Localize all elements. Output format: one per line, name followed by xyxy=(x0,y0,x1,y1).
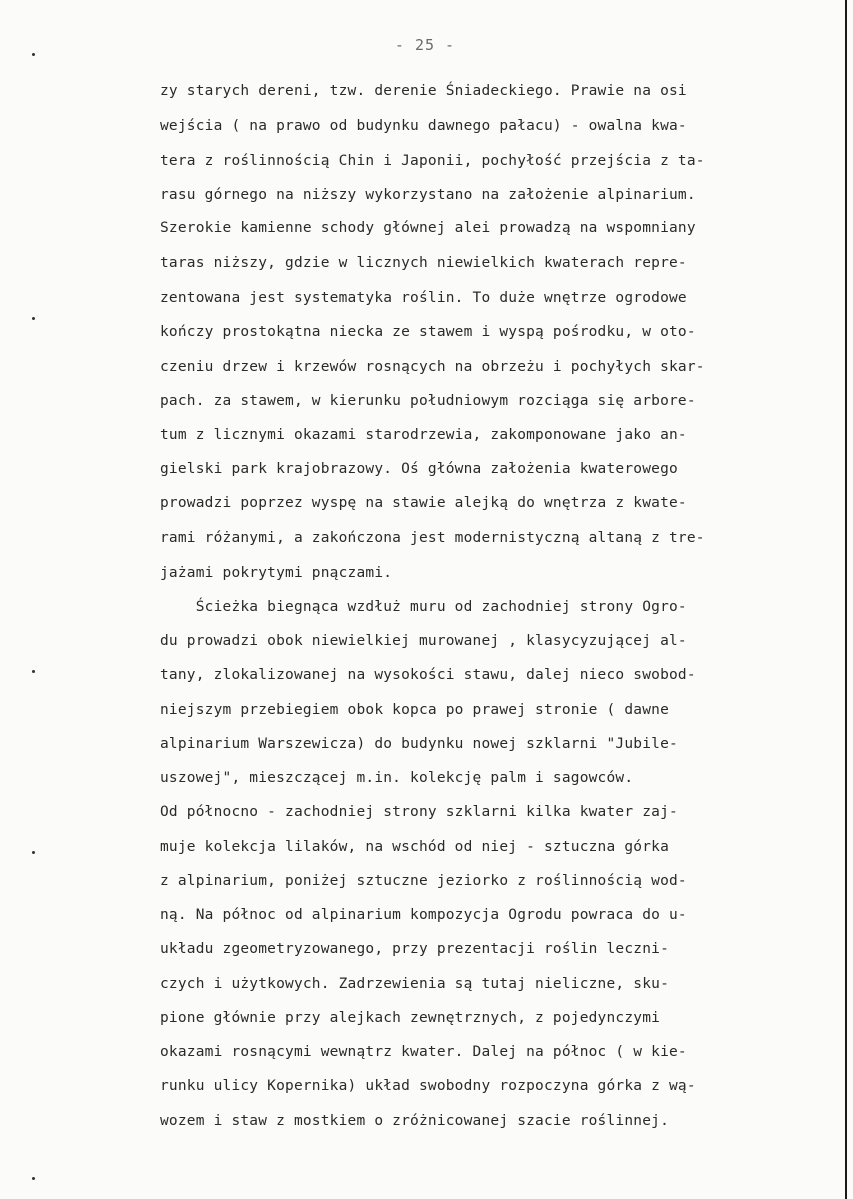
margin-mark xyxy=(32,1177,35,1180)
text-line: prowadzi poprzez wyspę na stawie alejką do wnętrza z kwate- xyxy=(160,495,687,511)
text-line: taras niższy, gdzie w licznych niewielkich kwaterach repre- xyxy=(160,255,687,271)
margin-mark xyxy=(32,53,35,56)
text-line: Szerokie kamienne schody głównej alei prowadzą na wspomniany xyxy=(160,220,696,236)
text-line: kończy prostokątna niecka ze stawem i wyspą pośrodku, w oto- xyxy=(160,324,696,340)
text-line: jażami pokrytymi pnączami. xyxy=(160,565,393,581)
text-line: du prowadzi obok niewielkiej murowanej , klasycyzującej al- xyxy=(160,633,687,649)
text-line: tum z licznymi okazami starodrzewia, zakomponowane jako an- xyxy=(160,427,687,443)
text-line: uszowej", mieszczącej m.in. kolekcję palm i sagowców. xyxy=(160,770,634,786)
text-line: rami różanymi, a zakończona jest modernistyczną altaną z tre- xyxy=(160,530,705,546)
text-line: czeniu drzew i krzewów rosnących na obrzeżu i pochyłych skar- xyxy=(160,359,705,375)
text-line: pione głównie przy alejkach zewnętrznych, z pojedynczymi xyxy=(160,1010,661,1026)
text-line: zy starych dereni, tzw. derenie Śniadeckiego. Prawie na osi xyxy=(160,83,687,99)
text-line: Od północno - zachodniej strony szklarni kilka kwater zaj- xyxy=(160,804,678,820)
text-line: okazami rosnącymi wewnątrz kwater. Dalej na północ ( w kie- xyxy=(160,1044,687,1060)
text-line: tany, zlokalizowanej na wysokości stawu, dalej nieco swobod- xyxy=(160,667,696,683)
text-line: Ścieżka biegnąca wzdłuż muru od zachodniej strony Ogro- xyxy=(160,599,687,615)
text-line: tera z roślinnością Chin i Japonii, pochyłość przejścia z ta- xyxy=(160,153,705,169)
text-line: niejszym przebiegiem obok kopca po prawej stronie ( dawne xyxy=(160,702,669,718)
text-line: rasu górnego na niższy wykorzystano na założenie alpinarium. xyxy=(160,187,696,203)
page-edge-border xyxy=(845,0,847,1199)
text-line: alpinarium Warszewicza) do budynku nowej szklarni "Jubile- xyxy=(160,736,678,752)
page-number: - 25 - xyxy=(394,36,456,54)
text-line: czych i użytkowych. Zadrzewienia są tutaj nieliczne, sku- xyxy=(160,976,669,992)
margin-mark xyxy=(32,851,35,854)
text-line: muje kolekcja lilaków, na wschód od niej - sztuczna górka xyxy=(160,839,669,855)
text-line: wozem i staw z mostkiem o zróżnicowanej szacie roślinnej. xyxy=(160,1113,669,1129)
text-line: runku ulicy Kopernika) układ swobodny rozpoczyna górka z wą- xyxy=(160,1078,696,1094)
margin-mark xyxy=(32,317,35,320)
text-line: wejścia ( na prawo od budynku dawnego pałacu) - owalna kwa- xyxy=(160,118,687,134)
text-line: pach. za stawem, w kierunku południowym rozciąga się arbore- xyxy=(160,393,696,409)
text-line: z alpinarium, poniżej sztuczne jeziorko z roślinnością wod- xyxy=(160,873,687,889)
margin-mark xyxy=(32,670,35,673)
text-line: zentowana jest systematyka roślin. To duże wnętrze ogrodowe xyxy=(160,290,687,306)
text-line: gielski park krajobrazowy. Oś główna założenia kwaterowego xyxy=(160,461,678,477)
text-line: układu zgeometryzowanego, przy prezentacji roślin leczni- xyxy=(160,941,669,957)
text-line: ną. Na północ od alpinarium kompozycja Ogrodu powraca do u- xyxy=(160,907,687,923)
